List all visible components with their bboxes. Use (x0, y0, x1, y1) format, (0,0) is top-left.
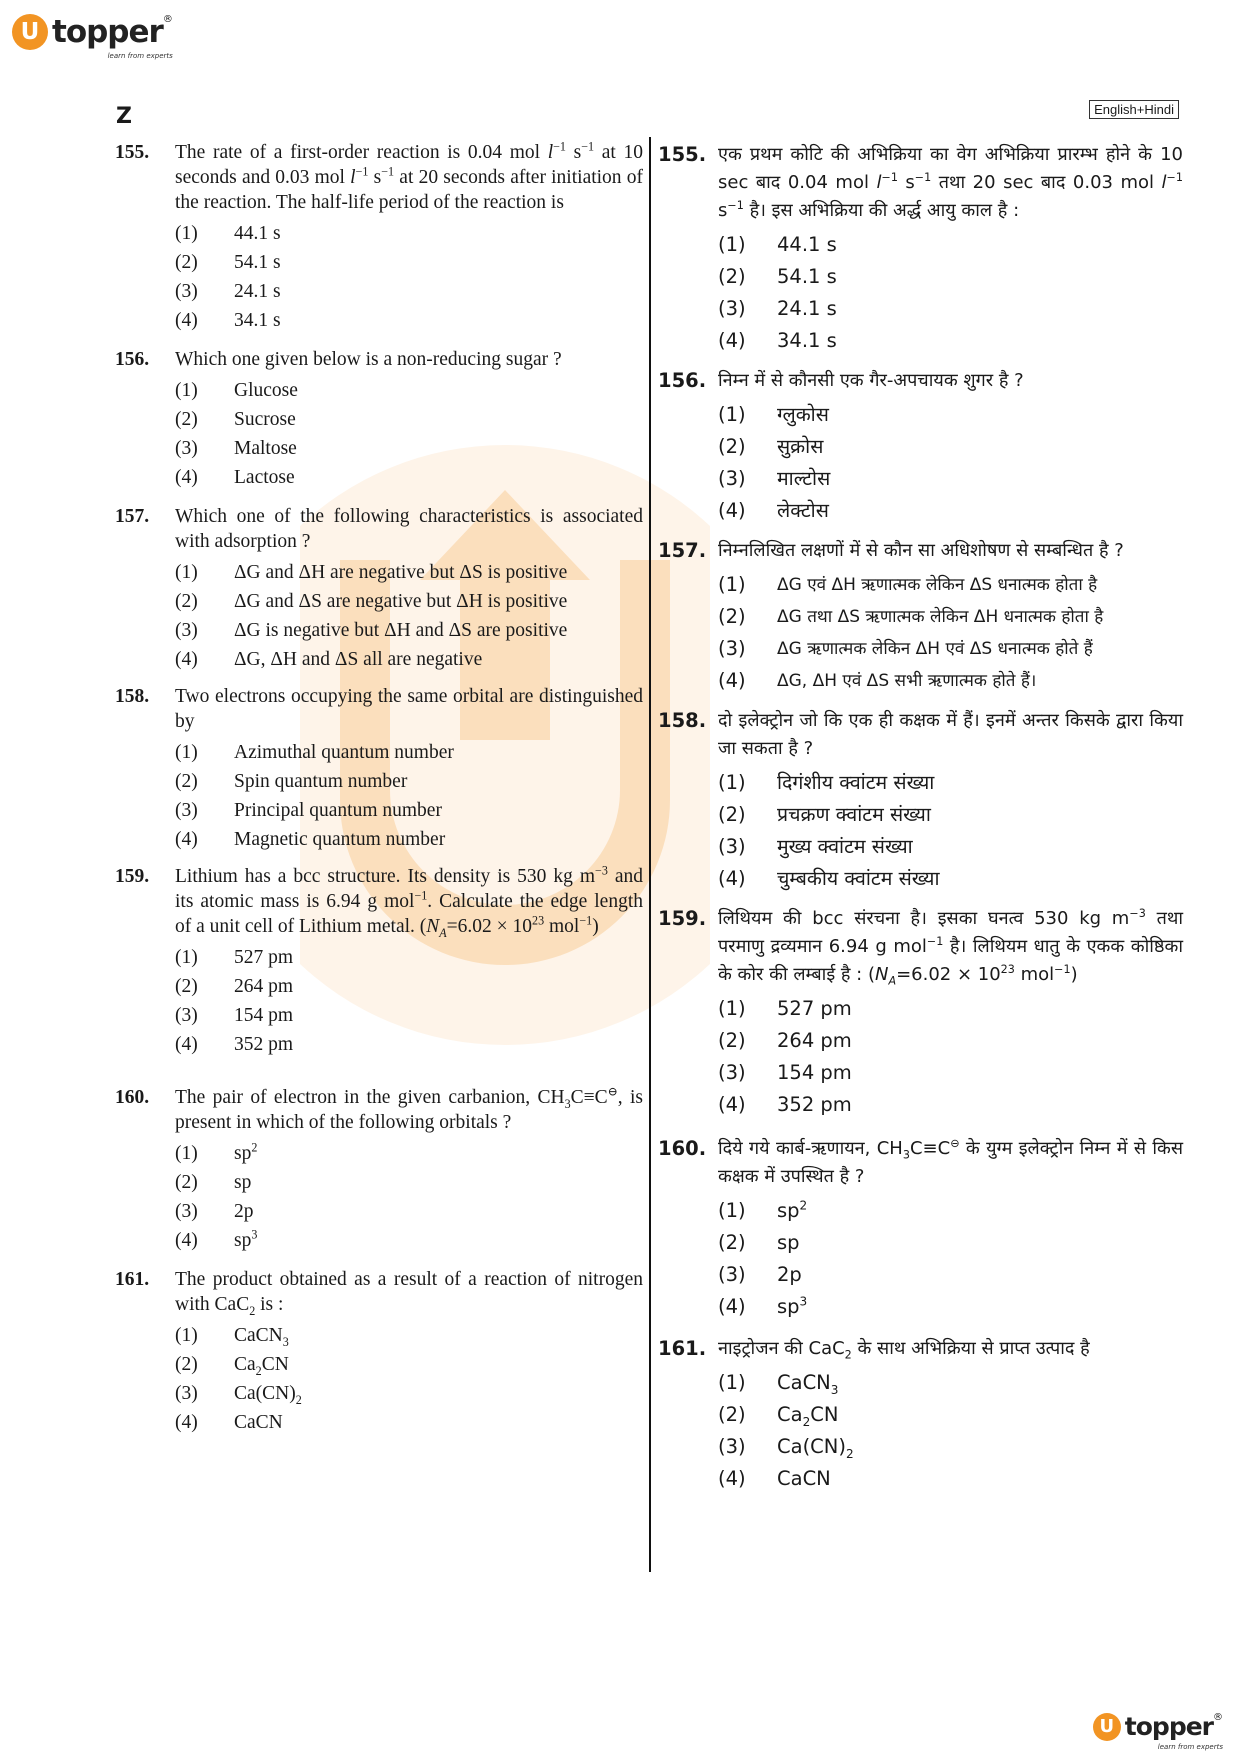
option-4: (4) ΔG, ΔH and ΔS all are negative (175, 649, 483, 670)
question-160-en (115, 1085, 643, 1255)
option-3: (3) 2p (718, 1263, 802, 1286)
option-2: (2) $Ca_2CN$ (175, 1354, 289, 1378)
option-3: (3) मुख्य क्वांटम संख्या (718, 835, 913, 858)
option-1: (1) 527 pm (718, 997, 852, 1020)
options-list (718, 993, 1183, 1121)
option-2: (2) सुक्रोस (718, 435, 824, 458)
options-list (175, 376, 643, 492)
question-text: The pair of electron in the given carbanion, $CH_3C\equiv C^⊖$, is present in which of the following orbitals ? (175, 1084, 643, 1133)
option-3: (3) $Ca(CN)_2$ (175, 1383, 302, 1407)
question-number: 155. (658, 143, 707, 166)
registered-mark: ® (162, 14, 173, 25)
option-2: (2) $Ca_2CN$ (718, 1403, 839, 1429)
options-list (175, 943, 643, 1059)
question-161-en (115, 1267, 643, 1437)
question-159-en (115, 864, 643, 1059)
options-list (718, 569, 1183, 697)
option-3: (3) 154 pm (718, 1061, 852, 1084)
question-number: 155. (115, 142, 150, 163)
option-3: (3) $Ca(CN)_2$ (718, 1435, 854, 1461)
question-text: Which one of the following characteristics is associated with adsorption ? (175, 506, 643, 552)
question-text: Lithium has a bcc structure. Its density is 530 kg $m^{-3}$ and its atomic mass is 6.94 g mol$^{-1}$. Calculate the edge length of a unit cell of Lithium metal. ($N_A=6.02 \times 10^{23}$ mol$^{-1}$) (175, 863, 644, 940)
option-1: (1) $sp^2$ (718, 1198, 808, 1222)
question-text: लिथियम की bcc संरचना है। इसका घनत्व 530 kg $m^{-3}$ तथा परमाणु द्रव्यमान 6.94 g mol$^{-1}$ है। लिथियम धातु के एकक कोष्ठिका के कोर की लम्बाई है : ($N_A=6.02 \times 10^{23}$ mol$^{-1}$) (718, 907, 1183, 988)
question-number: 160. (115, 1087, 150, 1108)
question-number: 161. (115, 1269, 150, 1290)
brand-name: topper (52, 14, 163, 50)
option-1: (1) $sp^2$ (175, 1140, 258, 1164)
option-2: (2) Sucrose (175, 409, 296, 430)
brand-logo (12, 14, 173, 60)
option-1: (1) ΔG and ΔH are negative but ΔS is positive (175, 562, 568, 583)
options-list (175, 219, 643, 335)
question-number: 157. (115, 506, 150, 527)
question-text: एक प्रथम कोटि की अभिक्रिया का वेग अभिक्रिया प्रारम्भ होने के 10 sec बाद 0.04 mol $l^{-1}$ $s^{-1}$ तथा 20 sec बाद 0.03 mol $l^{-1}$ $s^{-1}$ है। इस अभिक्रिया की अर्द्ध आयु काल है : (718, 144, 1183, 221)
option-3: (3) Maltose (175, 438, 297, 459)
option-2: (2) 54.1 s (718, 265, 837, 288)
question-number: 156. (115, 349, 150, 370)
question-text: The rate of a first-order reaction is 0.04 mol $l^{-1}$ $s^{-1}$ at 10 seconds and 0.03 mol $l^{-1}$ $s^{-1}$ at 20 seconds after initiation of the reaction. The half-life period of the reaction is (175, 139, 644, 213)
question-157-en (115, 504, 643, 674)
question-160-hi (658, 1135, 1183, 1323)
option-2: (2) sp (175, 1172, 252, 1193)
u-circle-logo-icon: U (12, 14, 48, 50)
question-text: Which one given below is a non-reducing sugar ? (175, 349, 562, 370)
option-1: (1) ΔG एवं ΔH ऋणात्मक लेकिन ΔS धनात्मक होता है (718, 573, 1098, 596)
option-1: (1) Azimuthal quantum number (175, 742, 454, 763)
question-155-hi (658, 141, 1183, 357)
option-1: (1) 44.1 s (718, 233, 837, 256)
column-divider (649, 137, 651, 1572)
option-1: (1) CaCN$_3$ (175, 1325, 289, 1349)
option-2: (2) Spin quantum number (175, 771, 408, 792)
options-list (718, 767, 1183, 895)
option-2: (2) 264 pm (718, 1029, 852, 1052)
question-text: दिये गये कार्ब-ऋणायन, $CH_3C\equiv C^⊖$ के युग्म इलेक्ट्रोन निम्न में से किस कक्षक में उपस्थित है ? (718, 1137, 1183, 1187)
option-4: (4) CaCN (718, 1467, 831, 1490)
option-4: (4) 352 pm (718, 1093, 852, 1116)
question-text: निम्नलिखित लक्षणों में से कौन सा अधिशोषण से सम्बन्धित है ? (718, 540, 1124, 561)
question-number: 161. (658, 1337, 707, 1360)
question-text: निम्न में से कौनसी एक गैर-अपचायक शुगर है ? (718, 370, 1024, 391)
option-2: (2) प्रचक्रण क्वांटम संख्या (718, 803, 931, 826)
option-4: (4) चुम्बकीय क्वांटम संख्या (718, 867, 940, 890)
brand-name: topper (1124, 1712, 1213, 1741)
question-158-hi (658, 707, 1183, 895)
u-circle-logo-icon: U (1093, 1713, 1121, 1741)
options-list (175, 738, 643, 854)
language-badge: English+Hindi (1089, 100, 1179, 119)
option-4: (4) $sp^3$ (175, 1227, 258, 1251)
question-number: 160. (658, 1137, 707, 1160)
option-2: (2) 264 pm (175, 976, 294, 997)
question-text: दो इलेक्ट्रोन जो कि एक ही कक्षक में हैं। इनमें अन्तर किसके द्वारा किया जा सकता है ? (718, 710, 1183, 759)
brand-logo-footer (1093, 1712, 1223, 1751)
question-number: 159. (658, 907, 707, 930)
option-3: (3) 154 pm (175, 1005, 294, 1026)
question-number: 157. (658, 539, 707, 562)
option-1: (1) CaCN$_3$ (718, 1371, 839, 1397)
option-4: (4) 352 pm (175, 1034, 294, 1055)
question-159-hi (658, 905, 1183, 1121)
question-text: Two electrons occupying the same orbital are distinguished by (175, 686, 643, 732)
option-1: (1) 527 pm (175, 947, 294, 968)
option-4: (4) $sp^3$ (718, 1294, 808, 1318)
question-155-en (115, 140, 643, 335)
option-4: (4) 34.1 s (718, 329, 837, 352)
question-number: 159. (115, 866, 150, 887)
option-3: (3) Principal quantum number (175, 800, 442, 821)
option-3: (3) माल्टोस (718, 467, 831, 490)
option-2: (2) ΔG तथा ΔS ऋणात्मक लेकिन ΔH धनात्मक होता है (718, 605, 1104, 628)
question-156-en (115, 347, 643, 492)
option-1: (1) दिगंशीय क्वांटम संख्या (718, 771, 935, 794)
question-158-en (115, 684, 643, 854)
option-4: (4) ΔG, ΔH एवं ΔS सभी ऋणात्मक होते हैं। (718, 669, 1037, 692)
options-list (718, 1195, 1183, 1323)
option-2: (2) 54.1 s (175, 252, 281, 273)
option-4: (4) Magnetic quantum number (175, 829, 446, 850)
options-list (175, 1321, 643, 1437)
option-3: (3) ΔG is negative but ΔH and ΔS are positive (175, 620, 568, 641)
option-3: (3) ΔG ऋणात्मक लेकिन ΔH एवं ΔS धनात्मक होते हैं (718, 637, 1093, 660)
question-161-hi (658, 1335, 1183, 1495)
option-1: (1) 44.1 s (175, 223, 281, 244)
option-4: (4) Lactose (175, 467, 295, 488)
english-column (115, 140, 643, 1437)
option-2: (2) ΔG and ΔS are negative but ΔH is positive (175, 591, 568, 612)
option-1: (1) Glucose (175, 380, 298, 401)
brand-tagline: learn from experts (107, 52, 173, 60)
option-4: (4) CaCN (175, 1412, 283, 1433)
option-4: (4) 34.1 s (175, 310, 281, 331)
question-text: The product obtained as a result of a reaction of nitrogen with CaC$_2$ is : (175, 1269, 643, 1318)
option-3: (3) 24.1 s (175, 281, 281, 302)
brand-tagline: learn from experts (1157, 1743, 1223, 1751)
question-number: 158. (658, 709, 707, 732)
registered-mark: ® (1213, 1712, 1223, 1723)
options-list (718, 229, 1183, 357)
set-code: Z (116, 104, 132, 129)
option-3: (3) 2p (175, 1201, 254, 1222)
question-number: 158. (115, 686, 150, 707)
question-number: 156. (658, 369, 707, 392)
question-156-hi (658, 367, 1183, 527)
option-2: (2) sp (718, 1231, 800, 1254)
hindi-column (658, 141, 1183, 1495)
option-3: (3) 24.1 s (718, 297, 837, 320)
option-1: (1) ग्लुकोस (718, 403, 829, 426)
options-list (175, 558, 643, 674)
question-text: नाइट्रोजन की CaC$_2$ के साथ अभिक्रिया से प्राप्त उत्पाद है (718, 1338, 1090, 1362)
options-list (718, 1367, 1183, 1495)
option-4: (4) लेक्टोस (718, 499, 829, 522)
question-157-hi (658, 537, 1183, 697)
options-list (175, 1139, 643, 1255)
options-list (718, 399, 1183, 527)
